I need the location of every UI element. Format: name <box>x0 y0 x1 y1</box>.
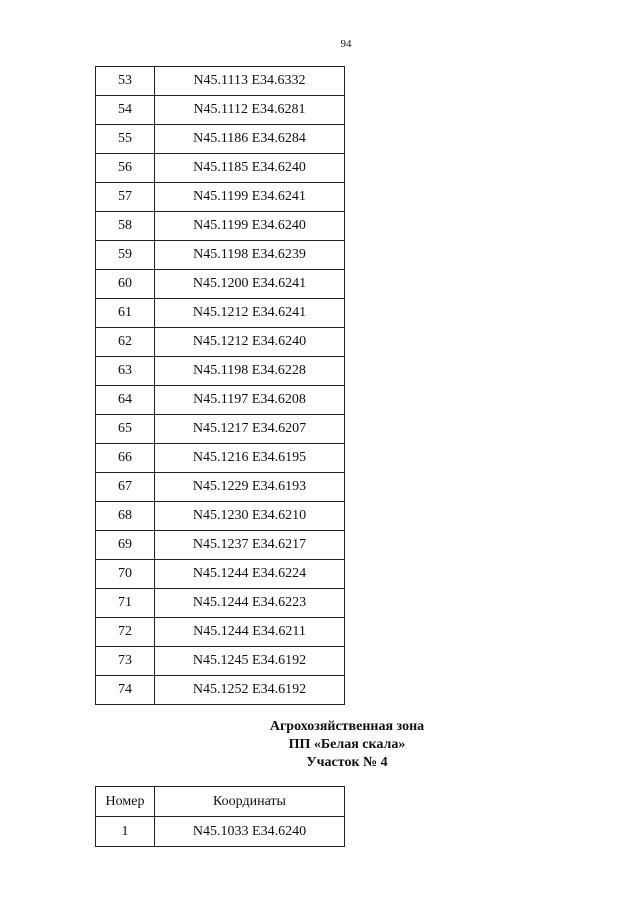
table-row <box>96 473 345 502</box>
cell-number: 74 <box>96 676 155 705</box>
table-row <box>96 415 345 444</box>
coordinates-table <box>95 66 345 705</box>
cell-number: 58 <box>96 212 155 241</box>
cell-coordinates: N45.1245 E34.6192 <box>155 647 345 676</box>
table-row <box>96 357 345 386</box>
table-row <box>96 386 345 415</box>
table-row <box>96 67 345 96</box>
cell-coordinates: N45.1244 E34.6224 <box>155 560 345 589</box>
cell-number: 71 <box>96 589 155 618</box>
cell-coordinates: N45.1185 E34.6240 <box>155 154 345 183</box>
cell-coordinates: N45.1186 E34.6284 <box>155 125 345 154</box>
table-row <box>96 270 345 299</box>
cell-coordinates: N45.1198 E34.6228 <box>155 357 345 386</box>
cell-number: 72 <box>96 618 155 647</box>
cell-coordinates: N45.1212 E34.6241 <box>155 299 345 328</box>
table-row <box>96 125 345 154</box>
cell-number: 64 <box>96 386 155 415</box>
header-coordinates: Координаты <box>155 787 345 817</box>
cell-coordinates: N45.1199 E34.6241 <box>155 183 345 212</box>
cell-coordinates: N45.1212 E34.6240 <box>155 328 345 357</box>
table-row <box>96 589 345 618</box>
cell-number: 65 <box>96 415 155 444</box>
table-row <box>96 183 345 212</box>
cell-coordinates: N45.1199 E34.6240 <box>155 212 345 241</box>
cell-coordinates: N45.1230 E34.6210 <box>155 502 345 531</box>
cell-number: 62 <box>96 328 155 357</box>
table-row <box>96 560 345 589</box>
cell-number: 68 <box>96 502 155 531</box>
cell-number: 57 <box>96 183 155 212</box>
cell-number: 66 <box>96 444 155 473</box>
table-row <box>96 154 345 183</box>
cell-number: 73 <box>96 647 155 676</box>
table-row <box>96 676 345 705</box>
table-row <box>96 299 345 328</box>
table-row <box>96 212 345 241</box>
cell-coordinates: N45.1216 E34.6195 <box>155 444 345 473</box>
cell-number: 67 <box>96 473 155 502</box>
cell-number: 1 <box>96 817 155 847</box>
cell-number: 59 <box>96 241 155 270</box>
page-number: 94 <box>340 38 352 50</box>
cell-coordinates: N45.1252 E34.6192 <box>155 676 345 705</box>
table-row <box>96 444 345 473</box>
cell-coordinates: N45.1244 E34.6211 <box>155 618 345 647</box>
cell-coordinates: N45.1237 E34.6217 <box>155 531 345 560</box>
cell-coordinates: N45.1200 E34.6241 <box>155 270 345 299</box>
table-row <box>96 817 345 847</box>
cell-coordinates: N45.1033 E34.6240 <box>155 817 345 847</box>
header-number: Номер <box>96 787 155 817</box>
cell-number: 61 <box>96 299 155 328</box>
table-header-row <box>96 787 345 817</box>
cell-coordinates: N45.1197 E34.6208 <box>155 386 345 415</box>
cell-number: 69 <box>96 531 155 560</box>
cell-coordinates: N45.1217 E34.6207 <box>155 415 345 444</box>
cell-number: 53 <box>96 67 155 96</box>
cell-coordinates: N45.1229 E34.6193 <box>155 473 345 502</box>
table-row <box>96 647 345 676</box>
plot-table-body <box>96 817 345 847</box>
cell-coordinates: N45.1112 E34.6281 <box>155 96 345 125</box>
cell-number: 55 <box>96 125 155 154</box>
coordinates-table-body <box>96 67 345 705</box>
cell-number: 63 <box>96 357 155 386</box>
cell-number: 56 <box>96 154 155 183</box>
cell-coordinates: N45.1113 E34.6332 <box>155 67 345 96</box>
plot-coordinates-table <box>95 786 345 847</box>
cell-coordinates: N45.1198 E34.6239 <box>155 241 345 270</box>
table-row <box>96 328 345 357</box>
heading-zone: Агрохозяйственная зона <box>269 719 425 734</box>
cell-number: 60 <box>96 270 155 299</box>
table-row <box>96 502 345 531</box>
heading-plot: Участок № 4 <box>306 755 388 770</box>
heading-park: ПП «Белая скала» <box>288 737 406 752</box>
section-heading <box>222 718 472 772</box>
table-row <box>96 531 345 560</box>
table-row <box>96 618 345 647</box>
cell-number: 54 <box>96 96 155 125</box>
table-row <box>96 96 345 125</box>
cell-number: 70 <box>96 560 155 589</box>
cell-coordinates: N45.1244 E34.6223 <box>155 589 345 618</box>
table-row <box>96 241 345 270</box>
